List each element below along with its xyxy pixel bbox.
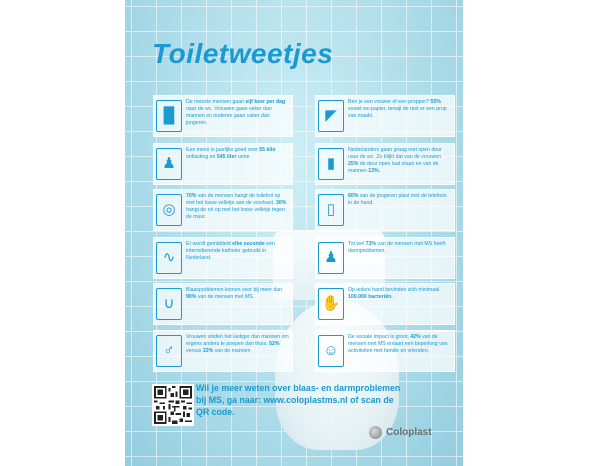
fact-highlight: 13%. — [368, 168, 381, 174]
sitting-person-icon: ♂ — [156, 335, 182, 367]
hand-icon: ✋ — [318, 288, 344, 320]
coloplast-logo-mark-icon — [369, 426, 382, 439]
fact-text — [186, 193, 289, 221]
fact-text-segment: van de mensen met MS ervaart een beperking van activiteiten met familie en vrienden. — [348, 334, 448, 354]
toilet-icon: █ — [156, 100, 182, 132]
fact-highlight: 55% — [430, 99, 441, 105]
fact-text — [186, 99, 289, 127]
fact-highlight: 42% — [410, 334, 421, 340]
fact-card — [153, 143, 293, 185]
fact-text — [348, 241, 451, 255]
fact-card — [315, 143, 455, 185]
catheter-icon: ∿ — [156, 242, 182, 274]
person-icon: ♟ — [156, 148, 182, 180]
coloplast-logo-wordmark: Coloplast — [386, 427, 432, 438]
fact-highlight: 25% — [348, 161, 359, 167]
fact-card — [153, 237, 293, 279]
coloplast-logo — [369, 426, 432, 439]
open-door-icon: ▮ — [318, 148, 344, 180]
fact-text — [348, 287, 451, 301]
fact-text-segment: Blaasproblemen komen voor bij meer dan — [186, 287, 283, 293]
fact-text — [186, 334, 289, 355]
fact-text-segment: Tot wel — [348, 241, 366, 247]
fact-text — [348, 99, 451, 120]
fact-text-segment: Op iedere hand bevinden zich minimaal — [348, 287, 440, 293]
fact-highlight: 60% — [348, 193, 359, 199]
bladder-icon: ∪ — [156, 288, 182, 320]
fact-text-segment: van de mannen — [213, 348, 251, 354]
fact-text-segment: een intermitterende katheter gebruikt in Nederland. — [186, 241, 275, 261]
fact-text — [186, 147, 289, 161]
fact-text-segment: hangt de rol op met het losse velletje tegen de muur. — [186, 207, 285, 220]
cta-text: Wil je meer weten over blaas- en darmproblemen bij MS, ga naar: www.coloplastms.nl of scan de QR code. — [196, 383, 401, 417]
fact-card — [153, 189, 293, 231]
fact-text — [186, 287, 289, 301]
fact-text — [348, 334, 451, 355]
fact-text-segment: naar de wc. Vrouwen gaan vaker dan mannen en ouderen gaan vaker dan jongeren. — [186, 106, 272, 126]
fact-text-segment: van de mensen hangt de toiletrol op met het losse velletje aan de voorkant, — [186, 193, 281, 206]
fact-highlight: 545 liter — [216, 154, 237, 160]
fact-highlight: 52% — [269, 341, 280, 347]
fact-card — [315, 283, 455, 325]
fact-text-segment: Een mens is jaarlijks goed voor — [186, 147, 260, 153]
fact-text-segment: vouwt wc-papier, terwijl de rest er een prop van maakt. — [348, 106, 447, 119]
fact-text-segment: van de jongeren plast met de telefoon in de hand. — [348, 193, 447, 206]
fact-card — [315, 95, 455, 137]
smartphone-icon: ▯ — [318, 194, 344, 226]
person-standing-icon: ♟ — [318, 242, 344, 274]
fact-text-segment: ontlasting en — [186, 154, 217, 160]
fact-text-segment: urine — [236, 154, 250, 160]
fact-highlight: 70% — [186, 193, 197, 199]
fact-highlight: 90% — [186, 294, 197, 300]
fact-card — [315, 189, 455, 231]
fact-text-segment: van de mensen met MS heeft darmproblemen. — [348, 241, 446, 254]
fact-card — [153, 95, 293, 137]
poster-title: Toiletweetjes — [152, 38, 334, 69]
fact-card — [153, 283, 293, 325]
fact-text-segment: Nederlanders gaan graag met open deur naar de wc. Zo blijkt dat van de vrouwen — [348, 147, 442, 160]
fact-text-segment: van de mensen met MS. — [196, 294, 255, 300]
fact-card — [153, 330, 293, 372]
person-thinking-icon: ☺ — [318, 335, 344, 367]
poster — [125, 0, 463, 466]
fact-text-segment: Vrouwen vinden het lastiger dan mannen om ergens anders te poepen dan thuis. — [186, 334, 289, 347]
fact-text-segment: De meeste mensen gaan — [186, 99, 246, 105]
fact-text — [348, 147, 451, 175]
fact-text-segment: Ben je een vouwer of een propper? — [348, 99, 431, 105]
fact-highlight: 73% — [365, 241, 376, 247]
fact-text-segment: versus — [186, 348, 203, 354]
fact-highlight: vijf keer per dag — [245, 99, 286, 105]
fact-highlight: elke seconde — [232, 241, 265, 247]
fact-card — [315, 237, 455, 279]
fact-highlight: 100.000 bacteriën. — [348, 294, 393, 300]
fact-text-segment: de deur open laat staan en van de mannen — [348, 161, 439, 174]
fact-text — [348, 193, 451, 207]
qr-code[interactable] — [152, 384, 194, 426]
fact-text-segment: Er wordt gemiddeld — [186, 241, 233, 247]
folded-paper-icon: ◤ — [318, 100, 344, 132]
fact-text-segment: De sociale impact is groot, — [348, 334, 411, 340]
fact-highlight: 55 kilo — [259, 147, 276, 153]
fact-highlight: 32% — [202, 348, 214, 354]
toilet-roll-icon: ◎ — [156, 194, 182, 226]
fact-card — [315, 330, 455, 372]
fact-highlight: 30% — [275, 200, 287, 206]
fact-text — [186, 241, 289, 262]
